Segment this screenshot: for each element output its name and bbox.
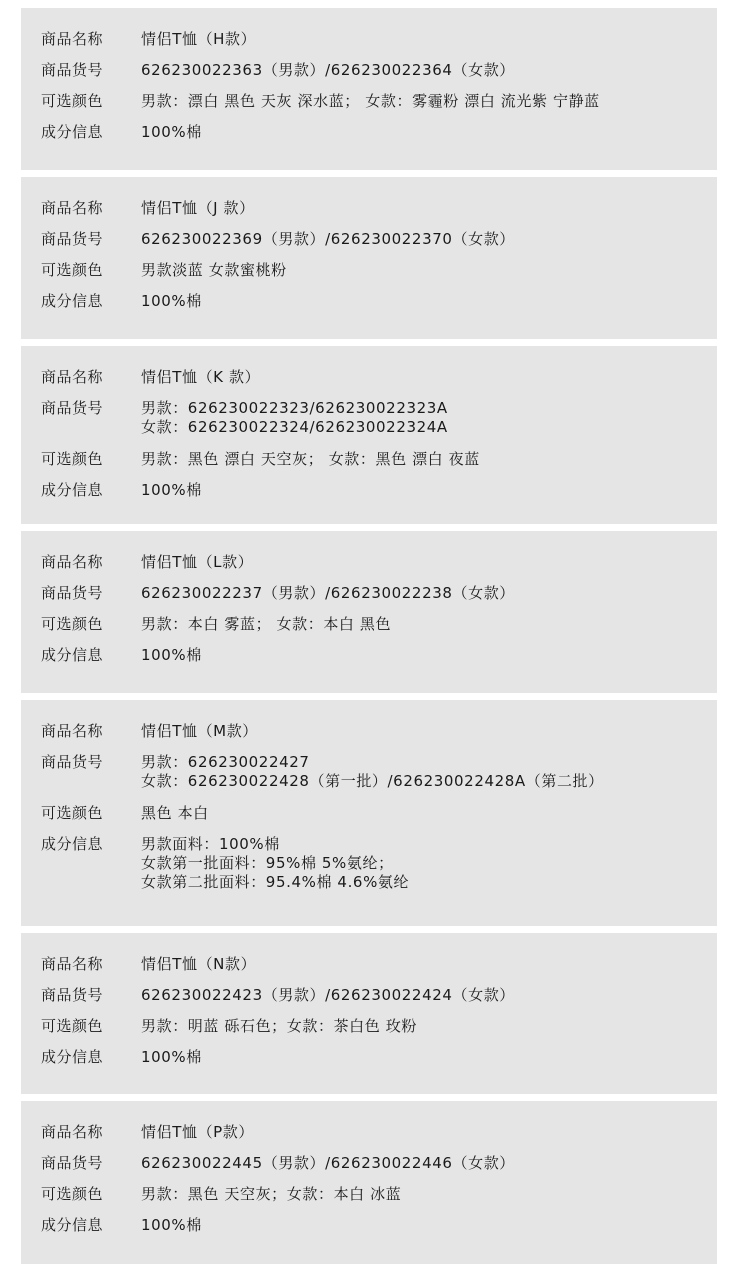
spec-row-code	[41, 230, 717, 249]
spec-value-line: 男款：626230022427	[141, 753, 310, 771]
spec-row-name	[41, 30, 717, 49]
spec-row-colors	[41, 804, 717, 823]
spec-label-colors: 可选颜色	[41, 92, 104, 110]
spec-value-line: 626230022237（男款）/626230022238（女款）	[141, 584, 515, 602]
spec-value-colors: 男款：明蓝 砾石色；女款：茶白色 玫粉	[141, 1017, 417, 1035]
spec-label-code: 商品货号	[41, 399, 104, 417]
spec-row-code	[41, 61, 717, 80]
spec-row-material	[41, 835, 717, 892]
spec-label-colors: 可选颜色	[41, 450, 104, 468]
spec-row-name	[41, 553, 717, 572]
spec-value-material	[141, 1216, 202, 1235]
spec-value-material	[141, 292, 202, 311]
spec-label-material: 成分信息	[41, 292, 104, 310]
spec-value-line: 626230022369（男款）/626230022370（女款）	[141, 230, 515, 248]
spec-value-name: 情侣T恤（H款）	[141, 30, 257, 48]
spec-value-code	[141, 230, 515, 249]
spec-label-name: 商品名称	[41, 722, 104, 740]
spec-value-line: 100%棉	[141, 292, 202, 310]
spec-value-line: 626230022423（男款）/626230022424（女款）	[141, 986, 515, 1004]
spec-value-line: 男款：626230022323/626230022323A	[141, 399, 448, 417]
spec-value-line: 女款：626230022428（第一批）/626230022428A（第二批）	[141, 772, 604, 790]
spec-value-code	[141, 986, 515, 1005]
spec-row-code	[41, 584, 717, 603]
spec-row-code	[41, 1154, 717, 1173]
spec-row-name	[41, 955, 717, 974]
spec-value-code	[141, 1154, 515, 1173]
spec-value-name: 情侣T恤（L款）	[141, 553, 254, 571]
spec-label-code: 商品货号	[41, 584, 104, 602]
spec-value-code	[141, 399, 448, 437]
spec-row-code	[41, 986, 717, 1005]
spec-label-material: 成分信息	[41, 646, 104, 664]
spec-label-name: 商品名称	[41, 30, 104, 48]
spec-label-material: 成分信息	[41, 481, 104, 499]
spec-value-colors: 男款：黑色 天空灰；女款：本白 冰蓝	[141, 1185, 402, 1203]
spec-row-code	[41, 753, 717, 791]
spec-value-material	[141, 646, 202, 665]
spec-label-material: 成分信息	[41, 1048, 104, 1066]
product-card	[21, 177, 717, 339]
spec-label-material: 成分信息	[41, 123, 104, 141]
spec-label-material: 成分信息	[41, 835, 104, 853]
spec-label-colors: 可选颜色	[41, 1185, 104, 1203]
spec-value-colors: 男款淡蓝 女款蜜桃粉	[141, 261, 287, 279]
spec-value-name: 情侣T恤（J 款）	[141, 199, 255, 217]
spec-label-name: 商品名称	[41, 553, 104, 571]
spec-label-name: 商品名称	[41, 368, 104, 386]
spec-value-colors: 黑色 本白	[141, 804, 209, 822]
spec-value-line: 100%棉	[141, 123, 202, 141]
spec-row-colors	[41, 261, 717, 280]
spec-value-name: 情侣T恤（M款）	[141, 722, 258, 740]
spec-row-material	[41, 646, 717, 665]
spec-row-name	[41, 1123, 717, 1142]
spec-value-line: 100%棉	[141, 1048, 202, 1066]
spec-label-code: 商品货号	[41, 61, 104, 79]
spec-label-name: 商品名称	[41, 1123, 104, 1141]
product-spec-list	[21, 8, 717, 1271]
spec-row-colors	[41, 92, 717, 111]
spec-row-material	[41, 292, 717, 311]
spec-value-line: 626230022363（男款）/626230022364（女款）	[141, 61, 515, 79]
spec-label-code: 商品货号	[41, 1154, 104, 1172]
spec-label-code: 商品货号	[41, 230, 104, 248]
product-card	[21, 700, 717, 926]
spec-value-code	[141, 584, 515, 603]
spec-row-name	[41, 722, 717, 741]
spec-value-line: 女款第一批面料：95%棉 5%氨纶；	[141, 854, 394, 872]
spec-value-line: 626230022445（男款）/626230022446（女款）	[141, 1154, 515, 1172]
spec-value-line: 男款面料：100%棉	[141, 835, 280, 853]
spec-row-material	[41, 1048, 717, 1067]
spec-row-material	[41, 481, 717, 500]
spec-value-line: 女款第二批面料：95.4%棉 4.6%氨纶	[141, 873, 410, 891]
spec-value-material	[141, 835, 409, 892]
spec-row-colors	[41, 1185, 717, 1204]
spec-label-colors: 可选颜色	[41, 615, 104, 633]
spec-label-colors: 可选颜色	[41, 1017, 104, 1035]
spec-value-line: 100%棉	[141, 646, 202, 664]
spec-label-colors: 可选颜色	[41, 804, 104, 822]
spec-row-colors	[41, 450, 717, 469]
spec-value-material	[141, 481, 202, 500]
spec-value-colors: 男款：黑色 漂白 天空灰； 女款：黑色 漂白 夜蓝	[141, 450, 480, 468]
spec-row-material	[41, 123, 717, 142]
product-card	[21, 8, 717, 170]
spec-value-material	[141, 123, 202, 142]
product-card	[21, 346, 717, 524]
spec-value-code	[141, 61, 515, 80]
spec-label-code: 商品货号	[41, 986, 104, 1004]
spec-label-material: 成分信息	[41, 1216, 104, 1234]
spec-value-line: 女款：626230022324/626230022324A	[141, 418, 448, 436]
spec-value-line: 100%棉	[141, 1216, 202, 1234]
spec-label-code: 商品货号	[41, 753, 104, 771]
spec-value-code	[141, 753, 604, 791]
product-card	[21, 1101, 717, 1264]
spec-row-material	[41, 1216, 717, 1235]
product-card	[21, 531, 717, 693]
spec-value-name: 情侣T恤（K 款）	[141, 368, 261, 386]
spec-value-colors: 男款：本白 雾蓝； 女款：本白 黑色	[141, 615, 392, 633]
spec-label-name: 商品名称	[41, 199, 104, 217]
spec-label-name: 商品名称	[41, 955, 104, 973]
spec-row-code	[41, 399, 717, 437]
spec-value-name: 情侣T恤（P款）	[141, 1123, 255, 1141]
product-card	[21, 933, 717, 1094]
spec-value-line: 100%棉	[141, 481, 202, 499]
spec-value-material	[141, 1048, 202, 1067]
spec-row-colors	[41, 615, 717, 634]
spec-label-colors: 可选颜色	[41, 261, 104, 279]
spec-value-name: 情侣T恤（N款）	[141, 955, 257, 973]
spec-row-name	[41, 199, 717, 218]
spec-row-colors	[41, 1017, 717, 1036]
spec-value-colors: 男款：漂白 黑色 天灰 深水蓝； 女款：雾霾粉 漂白 流光紫 宁静蓝	[141, 92, 600, 110]
spec-row-name	[41, 368, 717, 387]
